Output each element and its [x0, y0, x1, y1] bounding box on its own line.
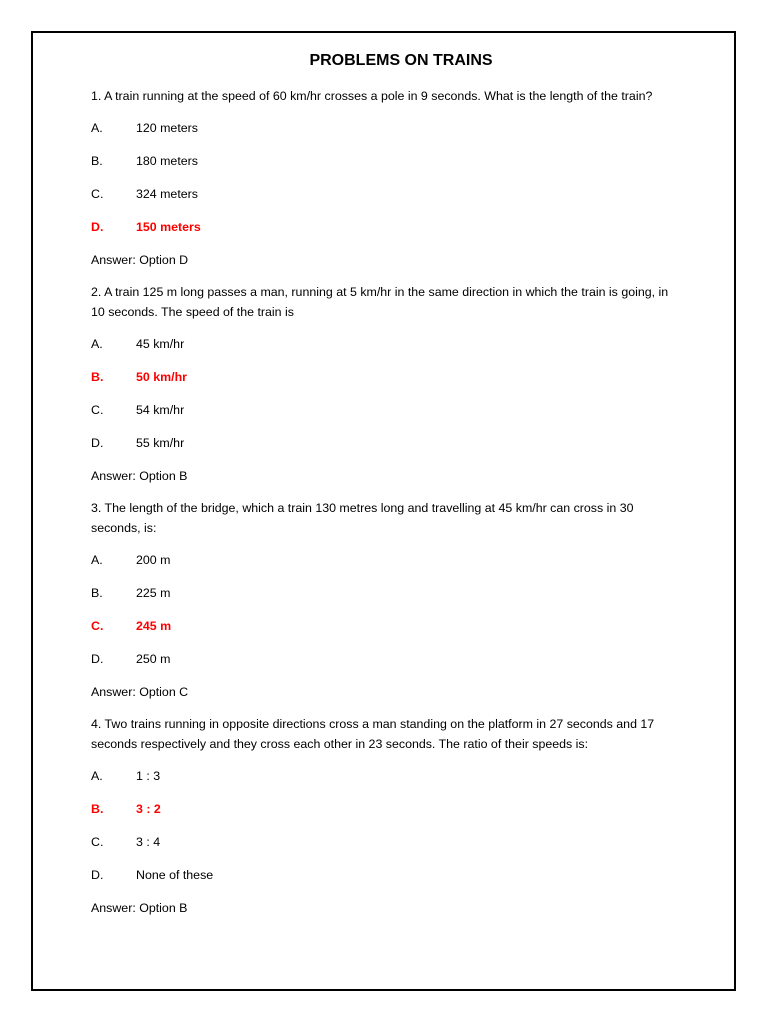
option-letter: D.: [91, 652, 104, 666]
option-a: [91, 334, 681, 355]
question-text: 3. The length of the bridge, which a train 130 metres long and travelling at 45 km/hr can cross in 30 seconds, is:: [91, 501, 634, 535]
option-text: 54 km/hr: [136, 403, 185, 417]
option-text: 245 m: [136, 619, 172, 633]
question-block-3: [91, 498, 681, 702]
option-text: 150 meters: [136, 220, 201, 234]
option-letter: B.: [91, 370, 104, 384]
question-text: 2. A train 125 m long passes a man, running at 5 km/hr in the same direction in which the train is going, in 10 seconds. The speed of the train is: [91, 285, 669, 319]
question-block-4: [91, 714, 681, 918]
option-a: [91, 550, 681, 571]
option-c: [91, 184, 681, 205]
question-text: 4. Two trains running in opposite directions cross a man standing on the platform in 27 seconds and 17 seconds respectively and they cross each other in 23 seconds. The ratio of their speeds is:: [91, 717, 655, 751]
option-d: [91, 433, 681, 454]
option-b-correct: [91, 799, 681, 820]
option-a: [91, 118, 681, 139]
option-b: [91, 151, 681, 172]
option-letter: A.: [91, 769, 103, 783]
answer-text: Answer: Option D: [91, 253, 189, 267]
option-letter: B.: [91, 802, 104, 816]
answer-text: Answer: Option B: [91, 901, 188, 915]
option-text: 1 : 3: [136, 769, 161, 783]
option-text: 55 km/hr: [136, 436, 185, 450]
question-block-2: [91, 282, 681, 486]
answer-text: Answer: Option C: [91, 685, 189, 699]
option-text: 200 m: [136, 553, 171, 567]
option-d: [91, 649, 681, 670]
answer-text: Answer: Option B: [91, 469, 188, 483]
option-letter: A.: [91, 337, 103, 351]
option-b-correct: [91, 367, 681, 388]
option-letter: A.: [91, 553, 103, 567]
option-text: 225 m: [136, 586, 171, 600]
option-text: None of these: [136, 868, 214, 882]
option-text: 250 m: [136, 652, 171, 666]
document-page: [31, 31, 736, 991]
question-block-1: [91, 86, 681, 270]
option-text: 50 km/hr: [136, 370, 187, 384]
option-letter: D.: [91, 220, 104, 234]
option-text: 3 : 2: [136, 802, 161, 816]
option-d: [91, 865, 681, 886]
option-c: [91, 400, 681, 421]
document-content: [91, 50, 681, 930]
option-a: [91, 766, 681, 787]
option-letter: D.: [91, 436, 104, 450]
option-text: 45 km/hr: [136, 337, 185, 351]
option-letter: B.: [91, 586, 103, 600]
option-b: [91, 583, 681, 604]
option-c-correct: [91, 616, 681, 637]
option-letter: C.: [91, 403, 104, 417]
page-title: PROBLEMS ON TRAINS: [309, 52, 493, 69]
option-text: 180 meters: [136, 154, 198, 168]
option-letter: C.: [91, 619, 104, 633]
option-letter: C.: [91, 187, 104, 201]
option-letter: C.: [91, 835, 104, 849]
option-letter: A.: [91, 121, 103, 135]
option-text: 3 : 4: [136, 835, 161, 849]
option-text: 324 meters: [136, 187, 198, 201]
option-text: 120 meters: [136, 121, 198, 135]
option-c: [91, 832, 681, 853]
option-letter: B.: [91, 154, 103, 168]
option-d-correct: [91, 217, 681, 238]
question-text: 1. A train running at the speed of 60 km/hr crosses a pole in 9 seconds. What is the length of the train?: [91, 89, 653, 103]
option-letter: D.: [91, 868, 104, 882]
